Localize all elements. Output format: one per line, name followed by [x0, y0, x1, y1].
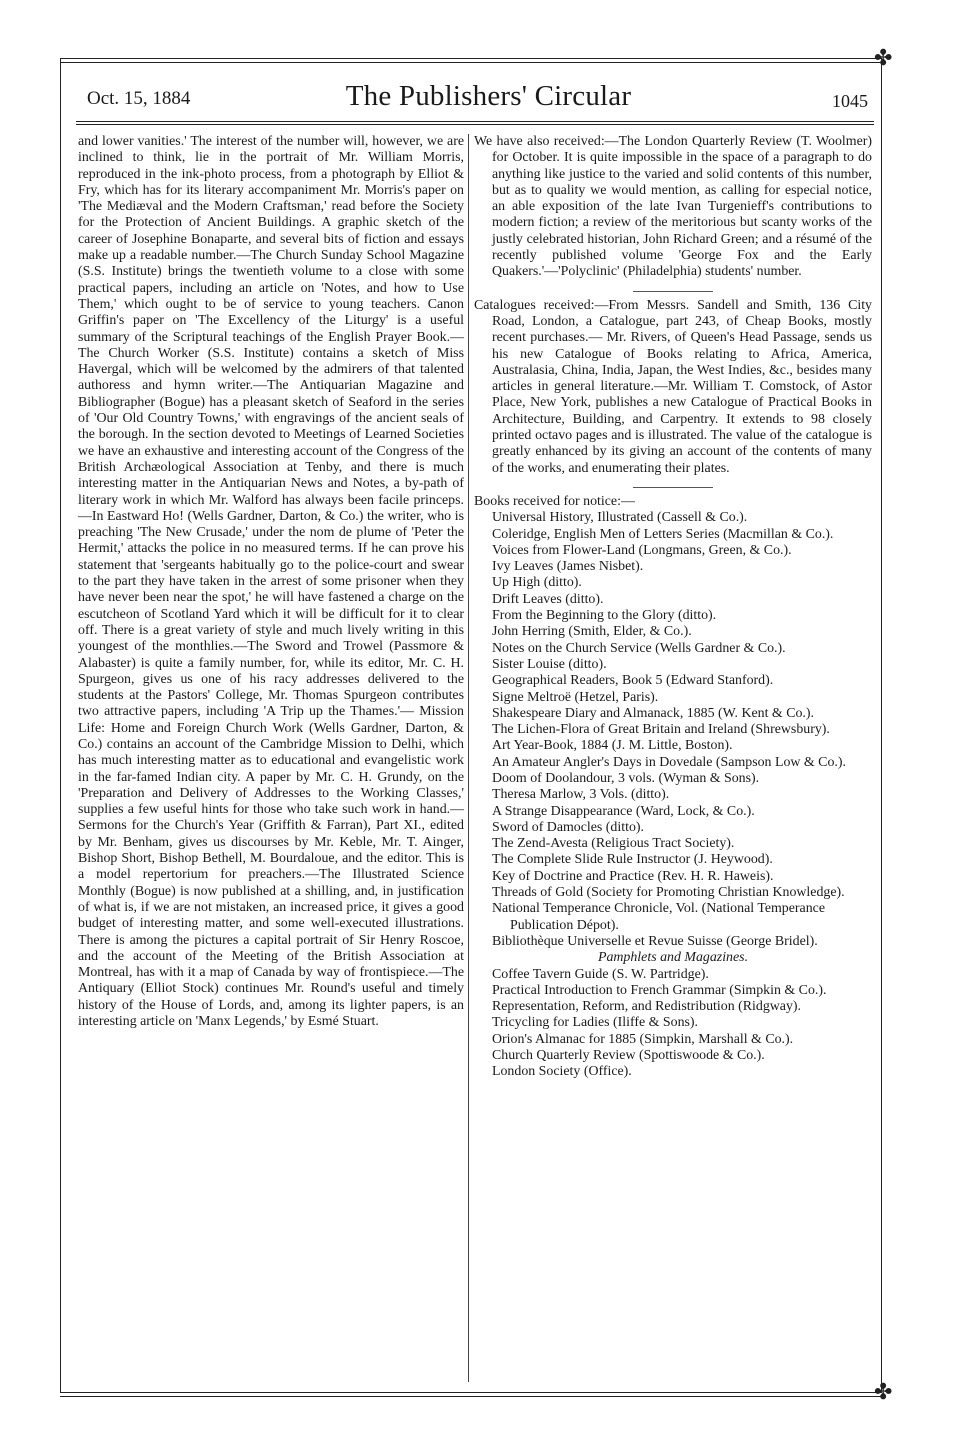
top-border-rule-inner	[60, 62, 882, 63]
list-item: John Herring (Smith, Elder, & Co.).	[492, 624, 692, 640]
masthead-title: The Publishers' Circular	[345, 80, 632, 112]
list-item: Sword of Damocles (ditto).	[492, 819, 644, 835]
list-item: Voices from Flower-Land (Longmans, Green, & Co.).	[492, 542, 792, 558]
section-divider	[633, 487, 713, 488]
corner-ornament-icon: ✤	[874, 1380, 893, 1405]
reviews-paragraph: and lower vanities.' The interest of the number will, however, we are inclined to think, lie in the portrait of Mr. William Morris, reproduced in the ink-photo process, from a photograph by Elliot & Fry, which has for its literary accompaniment Mr. Morris's paper on 'The Mediæval and the Modern Craftsman,' read before the Society for the Protection of Ancient Buildings. A graphic sketch of the career of Josephine Bonaparte, and several bits of fiction and essays make up a readable number.—The Church Sunday School Magazine (S.S. Institute) brings the twentieth volume to a close with some practical papers, including an article on 'Notes, and how to Use Them,' which ought to be of service to young teachers. Canon Griffin's paper on 'The Excellency of the Liturgy' is a useful summary of the Scriptural teachings of the English Prayer Book.—The Church Worker (S.S. Institute) contains a sketch of Miss Havergal, which will be welcomed by the admirers of that talented authoress and hymn writer.—The Antiquarian Magazine and Bibliographer (Bogue) has a pleasant sketch of Seaford in the series of 'Our Old Country Towns,' with engravings of the ancient seals of the borough. In the section devoted to Meetings of Learned Societies we have an exhaustive and interesting account of the Congress of the British Archæological Association at Tenby, and there is much interesting matter in the Antiquarian News and Notes, a by-path of literary work in which Mr. Walford has always been facile princeps. —In Eastward Ho! (Wells Gardner, Darton, & Co.) the writer, who is preaching 'The New Crusade,' under the nom de plume of 'Peter the Hermit,' attacks the police in no measured terms. If he can prove his statement that 'sergeants habitually go to the police-court and swear to the part they have taken in the arrest of some prisoner when they have never been near the spot,' he will have fastened a charge on the escutcheon of Scotland Yard which it will be difficult for it to clear off. There is a great variety of style and much lively writing in this youngest of the monthlies.—The Sword and Trowel (Passmore & Alabaster) is quite a family number, for, while its editor, Mr. C. H. Spurgeon, gives us one of his racy addresses delivered to the students at the Pastors' College, Mr. Thomas Spurgeon contributes two attractive papers, including 'A Trip up the Thames.'— Mission Life: Home and Foreign Church Work (Wells Gardner, Darton, & Co.) contains an account of the Cambridge Mission to Delhi, which has much interesting matter as to educational and evangelistic work in the far-famed Indian city. A paper by Mr. C. H. Grundy, on the 'Preparation and Delivery of Addresses to the Working Classes,' supplies a few useful hints for those who take such work in hand.—Sermons for the Church's Year (Griffith & Farran), Part XI., edited by Mr. Benham, gives us discourses by Mr. Keble, Mr. T. Ainger, Bishop Short, Bishop Bethell, M. Bourdaloue, and the editor. This is a model repertorium for preachers.—The Illustrated Science Monthly (Bogue) is now published at a shilling, and, in justification of what is, if we are not mistaken, an increased price, it gives a good budget of interesting matter, and some well-executed illustrations. There is among the pictures a capital portrait of Sir Henry Roscoe, and the account of the Meeting of the British Association at Montreal, has with it a map of Canada by way of frontispiece.—The Antiquary (Elliot Stock) continues Mr. Round's useful and timely history of the House of Lords, and, among its lighter papers, is an interesting article on 'Manx Legends,' by Esmé Stuart.	[78, 134, 464, 1030]
list-item: Universal History, Illustrated (Cassell & Co.).	[492, 510, 748, 526]
books-received-list	[474, 510, 872, 950]
list-item: From the Beginning to the Glory (ditto).	[492, 608, 717, 624]
catalogues-paragraph: Catalogues received:—From Messrs. Sandell and Smith, 136 City Road, London, a Catalogue, part 243, of Cheap Books, mostly recent purchases.— Mr. Rivers, of Queen's Head Passage, sends us his new Catalogue of Books relating to Africa, America, Australasia, China, India, Japan, the West Indies, &c., besides many articles in general literature.—Mr. William T. Comstock, of Astor Place, New York, publishes a new Catalogue of Practical Books in Architecture, Building, and Carpentry. It extends to 98 closely printed octavo pages and is illustrated. The value of the catalogue is greatly enhanced by its giving an account of the contents of many of the works, and enumerating their plates.	[474, 297, 872, 476]
page-number: 1045	[832, 91, 868, 111]
list-item: Coleridge, English Men of Letters Series (Macmillan & Co.).	[492, 526, 834, 542]
right-border-rule	[881, 58, 882, 1393]
list-item: A Strange Disappearance (Ward, Lock, & Co.).	[492, 803, 755, 819]
list-item: Drift Leaves (ditto).	[492, 591, 604, 607]
list-item: National Temperance Chronicle, Vol. (National Temperance Publication Dépot).	[492, 901, 825, 933]
list-item: The Zend-Avesta (Religious Tract Society).	[492, 836, 735, 852]
list-item: The Complete Slide Rule Instructor (J. Heywood).	[492, 852, 773, 868]
list-item: Key of Doctrine and Practice (Rev. H. R. Haweis).	[492, 868, 774, 884]
list-item: London Society (Office).	[492, 1064, 632, 1080]
list-item: Doom of Doolandour, 3 vols. (Wyman & Sons).	[492, 770, 760, 786]
corner-ornament-icon: ✤	[874, 46, 893, 71]
bottom-border-rule	[60, 1392, 882, 1393]
list-item: Sister Louise (ditto).	[492, 656, 607, 672]
column-divider	[468, 134, 469, 1382]
list-item: The Lichen-Flora of Great Britain and Ireland (Shrewsbury).	[492, 722, 830, 738]
pamphlets-heading: Pamphlets and Magazines.	[597, 950, 749, 966]
right-column	[474, 134, 872, 1081]
header-underline-2	[76, 124, 874, 125]
list-item: Shakespeare Diary and Almanack, 1885 (W. Kent & Co.).	[492, 705, 814, 721]
also-received-paragraph: We have also received:—The London Quarterly Review (T. Woolmer) for October. It is quite impossible in the space of a paragraph to do anything like justice to the varied and solid contents of this number, but as to quality we would mention, as calling for especial notice, an able exposition of the late Ivan Turgenieff's contributions to modern fiction; a review of the meritorious but scanty works of the justly celebrated historian, John Richard Green; and a résumé of the recently published volume 'George Fox and the Early Quakers.'—'Polyclinic' (Philadelphia) students' number.	[474, 134, 872, 280]
bottom-border-rule-inner	[60, 1396, 882, 1397]
list-item: Bibliothèque Universelle et Revue Suisse (George Bridel).	[492, 933, 818, 949]
list-item: Notes on the Church Service (Wells Gardner & Co.).	[492, 640, 786, 656]
list-item: Representation, Reform, and Redistribution (Ridgway).	[492, 999, 802, 1015]
list-item: Orion's Almanac for 1885 (Simpkin, Marshall & Co.).	[492, 1031, 794, 1047]
list-item: Art Year-Book, 1884 (J. M. Little, Boston).	[492, 738, 733, 754]
list-item: Signe Meltroë (Hetzel, Paris).	[492, 689, 659, 705]
left-border-rule	[60, 58, 61, 1393]
top-border-rule	[60, 58, 882, 59]
list-item: Threads of Gold (Society for Promoting Christian Knowledge).	[492, 885, 845, 901]
list-item: An Amateur Angler's Days in Dovedale (Sampson Low & Co.).	[492, 754, 846, 770]
left-column	[78, 134, 464, 1030]
books-received-heading: Books received for notice:—	[474, 493, 635, 509]
list-item: Ivy Leaves (James Nisbet).	[492, 559, 644, 575]
list-item: Tricycling for Ladies (Iliffe & Sons).	[492, 1015, 699, 1031]
list-item: Church Quarterly Review (Spottiswoode & Co.).	[492, 1048, 765, 1064]
pamphlets-list	[474, 967, 872, 1081]
list-item: Coffee Tavern Guide (S. W. Partridge).	[492, 966, 709, 982]
list-item: Theresa Marlow, 3 Vols. (ditto).	[492, 787, 670, 803]
section-divider	[633, 291, 713, 292]
list-item: Practical Introduction to French Grammar (Simpkin & Co.).	[492, 982, 827, 998]
list-item: Up High (ditto).	[492, 575, 582, 591]
issue-date: Oct. 15, 1884	[87, 88, 191, 109]
header-underline	[76, 121, 874, 122]
list-item: Geographical Readers, Book 5 (Edward Stanford).	[492, 673, 774, 689]
